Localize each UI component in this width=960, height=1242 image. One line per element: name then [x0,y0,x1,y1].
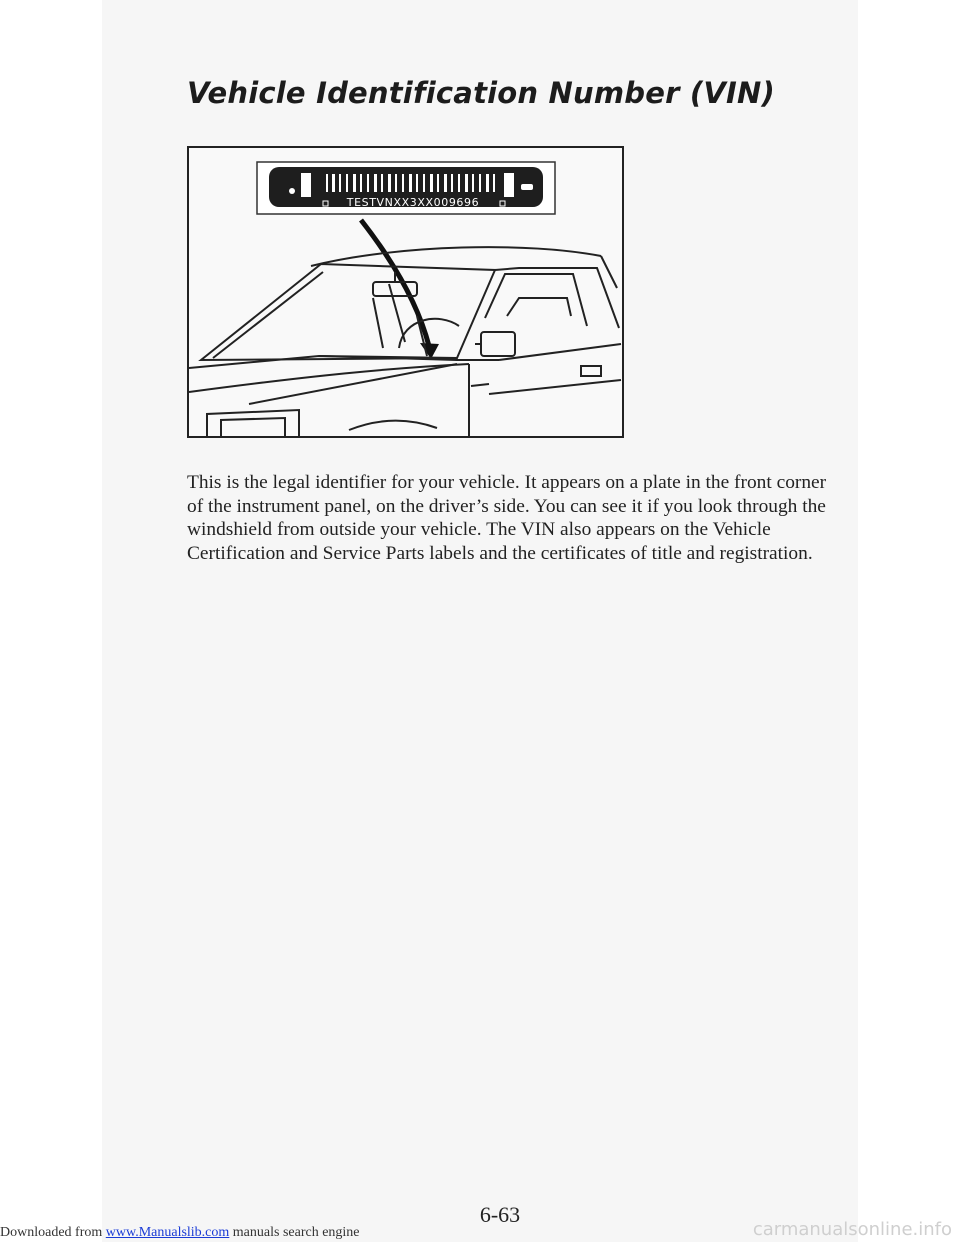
body-paragraph [187,471,837,565]
footer-suffix: manuals search engine [232,1225,360,1240]
page-number: 6-63 [479,1202,521,1227]
footer-prefix: Downloaded from [0,1225,103,1240]
download-footer [0,1224,360,1242]
body-text: This is the legal identifier for your vehicle. It appears on a plate in the front corner of the instrument panel, on the driver’s side. You can see it if you look through the windshield from outside your vehicle. The VIN also appears on the Vehicle Certification and Service Parts labels and the certificates of title and registration. [187,472,827,564]
manualslib-link[interactable]: www.Manualslib.com [105,1225,230,1240]
truck-drawing [189,247,621,436]
vin-plate-text: TESTVNXX3XX009696 [346,196,480,209]
vin-plate-callout [257,162,555,214]
page-title: Vehicle Identification Number (VIN) [187,76,775,110]
watermark: carmanualsonline.info [752,1219,952,1240]
vin-illustration [187,146,624,438]
